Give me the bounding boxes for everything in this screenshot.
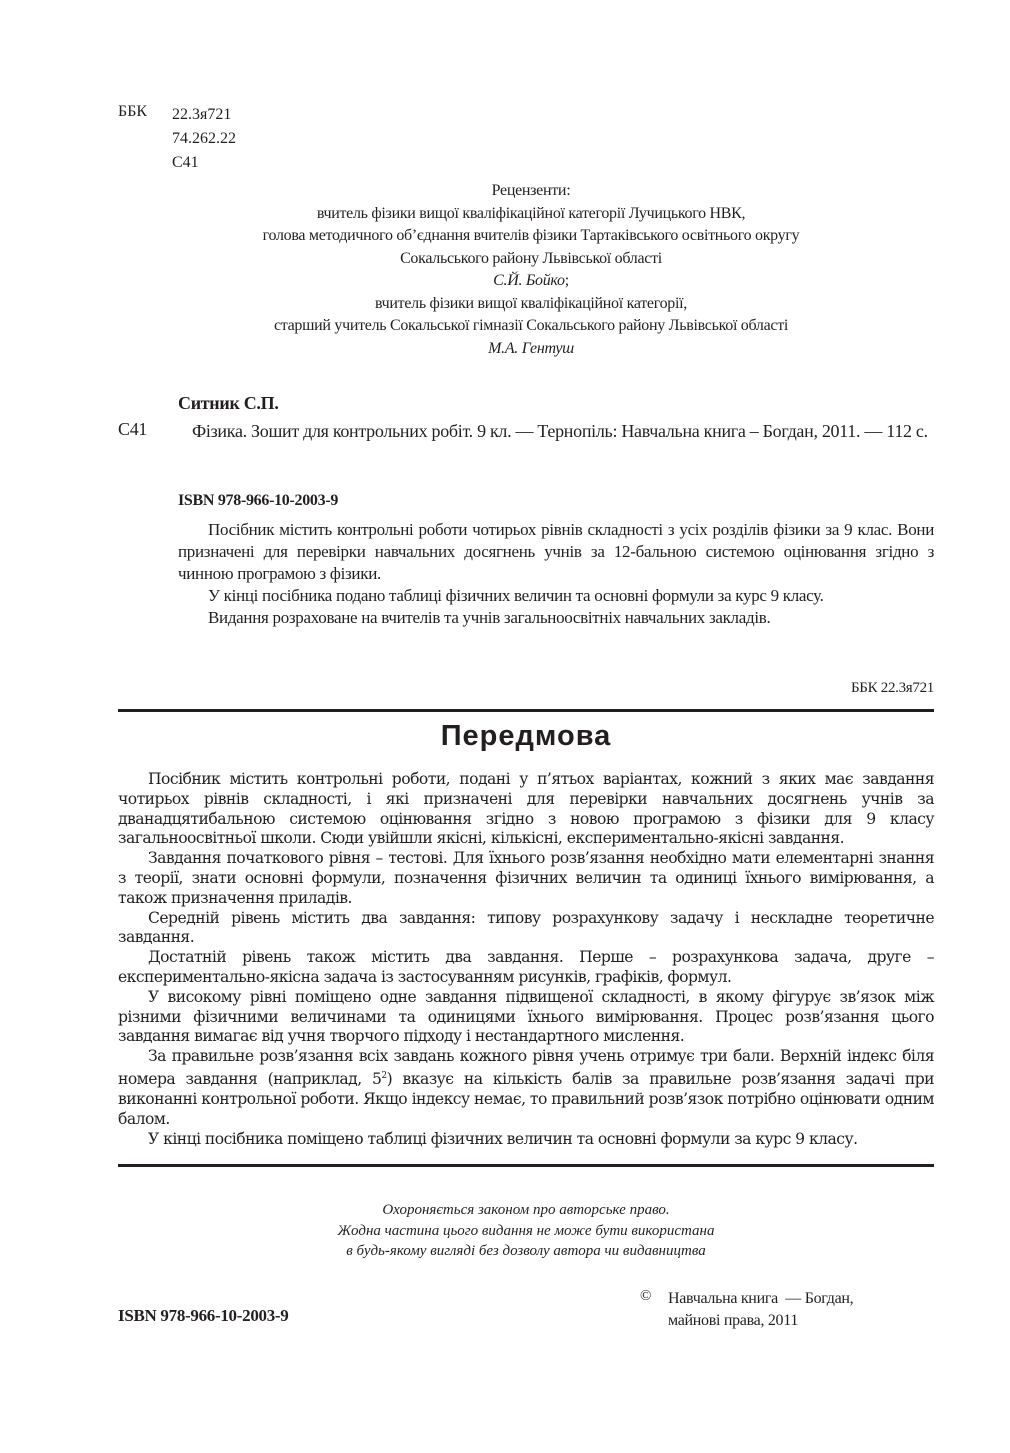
reviewers-block <box>118 180 944 360</box>
punctuation: ; <box>564 272 569 289</box>
reviewer-line: Сокальського району Львівської області <box>400 249 662 267</box>
reviewer-name-row <box>118 270 944 293</box>
bbk-code: 22.3я721 <box>172 106 232 123</box>
reviewer-line: голова методичного об’єднання вчителів фізики Тартаківського освітнього округу <box>262 227 800 244</box>
bbk-index: ББК 22.3я721 <box>850 680 934 696</box>
bbk-codes <box>172 103 236 175</box>
page-title: Передмова <box>440 720 612 752</box>
preface-paragraph: Завдання початкового рівня – тестові. Для їхнього розв’язання необхідно мати елементарні знання з теорії, знати основні формули, позначення фізичних величин та одиниці їхнього вимірювання, а також призначення приладів. <box>118 849 934 907</box>
divider <box>118 1164 934 1167</box>
isbn-footer: ISBN 978-966-10-2003-9 <box>118 1306 289 1325</box>
preface-paragraph: Посібник містить контрольні роботи, подані у п’ятьох варіантах, кожний з яких має завдання чотирьох рівнів складності, і які призначені для перевірки навчальних досягнень учнів за дванадцятибальною системою оцінювання згідно з новою програмою з фізики для 9 класу загальноосвітньої школи. Сюди увійшли якісні, кількісні, експериментально-якісні завдання. <box>118 770 934 848</box>
reviewers-heading: Рецензенти: <box>491 182 571 199</box>
notice-line: в будь-якому вигляді без дозволу автора чи видавництва <box>346 1243 706 1259</box>
reviewer-name: С.Й. Бойко <box>493 272 565 289</box>
notice-line: Жодна частина цього видання не може бути використана <box>337 1222 715 1239</box>
preface-paragraph: У кінці посібника поміщено таблиці фізичних величин та основні формули за курс 9 класу. <box>148 1129 858 1148</box>
catalog-code: С41 <box>118 419 148 439</box>
text-run: За правильне розв’язання всіх завдань кожного рівня учень отримує три бали. Верхній індекс біля номера завдання (наприклад, 5 <box>118 1047 934 1089</box>
text-run: ) вказує на кількість балів за правильне розв’язання задачі при виконанні контрольної роботи. Якщо індексу немає, то правильний розв’язок потрібно оцінювати одним балом. <box>118 1070 934 1128</box>
bbk-code: 74.262.22 <box>172 130 236 147</box>
bbk-code: С41 <box>172 154 199 171</box>
reviewer-line: старший учитель Сокальської гімназії Сокальського району Львівської області <box>273 317 789 334</box>
preface-paragraph <box>118 1047 934 1129</box>
divider <box>118 709 934 712</box>
publisher-line: майнові права, 2011 <box>668 1312 799 1329</box>
publisher-line: Навчальна книга — Богдан, <box>668 1290 854 1307</box>
reviewer-name: М.А. Гентуш <box>488 339 574 357</box>
author-name: Ситник С.П. <box>178 393 279 413</box>
annotation-paragraph: У кінці посібника подано таблиці фізичних величин та основні формули за курс 9 класу. <box>208 586 824 605</box>
reviewer-line: вчитель фізики вищої кваліфікаційної категорії Лучицького НВК, <box>316 204 746 222</box>
annotation-paragraph: Видання розраховане на вчителів та учнів загальноосвітніх навчальних закладів. <box>208 608 771 627</box>
superscript: 2 <box>381 1070 387 1081</box>
preface-body <box>118 770 934 1149</box>
catalog-description: Фізика. Зошит для контрольних робіт. 9 кл. — Тернопіль: Навчальна книга – Богдан, 2011. — 112 с. <box>192 421 928 441</box>
publisher-rights <box>668 1288 853 1332</box>
copyright-notice <box>118 1200 934 1262</box>
reviewer-line: вчитель фізики вищої кваліфікаційної категорії, <box>375 294 687 312</box>
preface-paragraph: Середній рівень містить два завдання: типову розрахункову задачу і нескладне теоретичне завдання. <box>118 908 934 947</box>
annotation <box>178 519 934 629</box>
isbn: ISBN 978-966-10-2003-9 <box>178 492 339 509</box>
bbk-label: ББК <box>118 103 148 120</box>
notice-line: Охороняється законом про авторське право. <box>382 1202 670 1218</box>
preface-paragraph: Достатній рівень також містить два завдання. Перше – розрахункова задача, друге – експериментально-якісна задача із застосуванням рисунків, графіків, формул. <box>118 948 934 986</box>
annotation-paragraph: Посібник містить контрольні роботи чотирьох рівнів складності з усіх розділів фізики за 9 клас. Вони призначені для перевірки навчальних досягнень учнів за 12-бальною системою оцінювання згідно з чинною програмою з фізики. <box>178 520 934 583</box>
copyright-icon: © <box>640 1288 652 1304</box>
preface-paragraph: У високому рівні поміщено одне завдання підвищеної складності, в якому фігурує зв’язок між різними фізичними величинами та одиницями їхнього вимірювання. Процес розв’язання цього завдання вимагає від учня творчого підходу і нестандартного мислення. <box>118 987 934 1046</box>
